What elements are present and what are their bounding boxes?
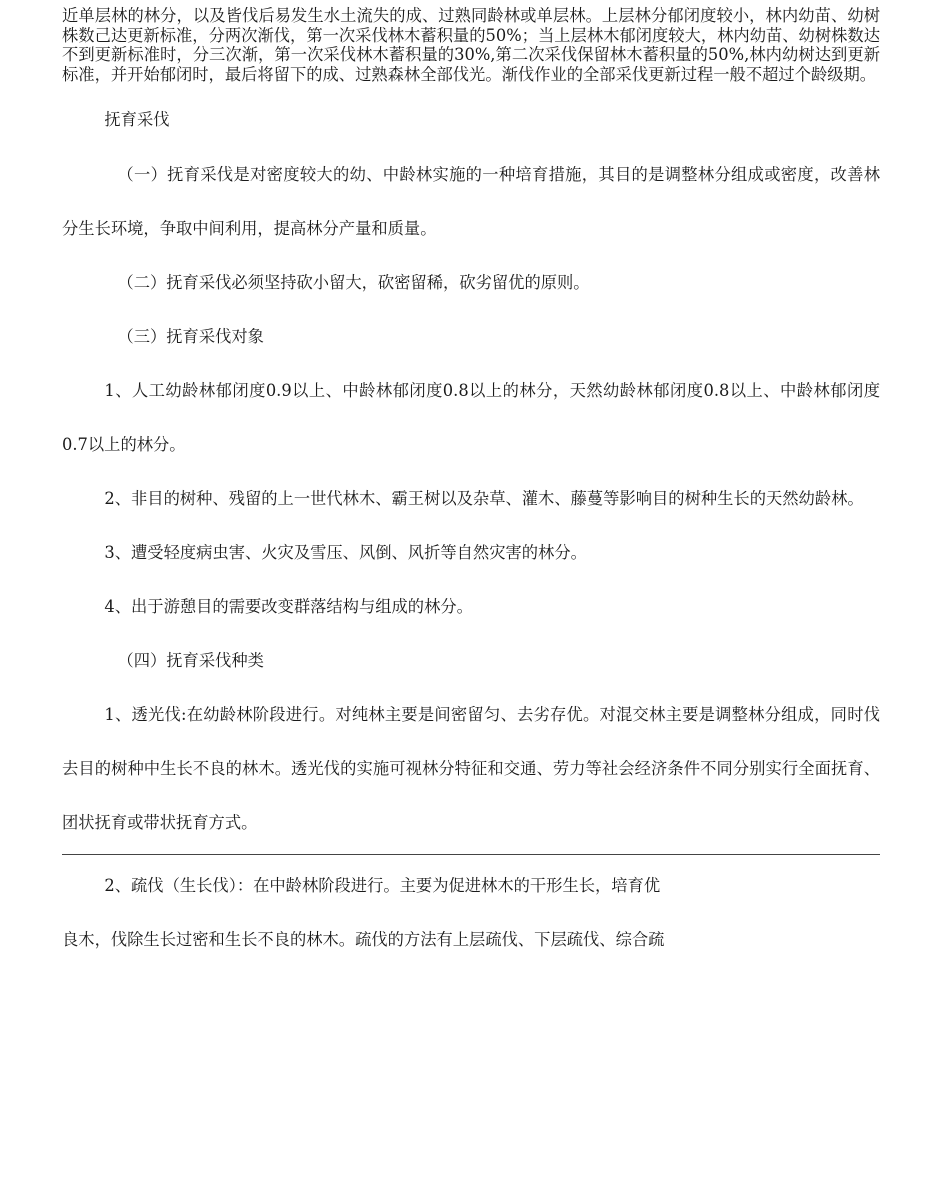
paragraph-item-6: 3、遭受轻度病虫害、火灾及雪压、风倒、风折等自然灾害的林分。: [104, 543, 587, 562]
paragraph-item-4: 1、人工幼龄林郁闭度0.9以上、中龄林郁闭度0.8以上的林分，天然幼龄林郁闭度0.8以上、中龄林郁闭度0.7以上的林分。: [62, 381, 880, 454]
document-page: [62, 0, 880, 967]
after-rule-line-1: 2、疏伐（生长伐）：在中龄林阶段进行。主要为促进林木的干形生长，培育优: [104, 876, 661, 895]
paragraph-item-5: 2、非目的树种、残留的上一世代林木、霸王树以及杂草、灌木、藤蔓等影响目的树种生长的天然幼龄林。: [104, 489, 864, 508]
paragraph-item-3: （三）抚育采伐对象: [117, 327, 264, 346]
paragraph-item-8: （四）抚育采伐种类: [117, 651, 264, 670]
lead-paragraph: 近单层林的林分，以及皆伐后易发生水土流失的成、过熟同龄林或单层林。上层林分郁闭度较小，林内幼苗、幼树株数己达更新标准，分两次渐伐，第一次采伐林木蓄积量的50%；当上层林木郁闭度较大，林内幼苗、幼树株数达不到更新标准时，分三次渐，第一次采伐林木蓄积量的30%,第二次采伐保留林木蓄积量的50%,林内幼树达到更新标准，并开始郁闭时，最后将留下的成、过熟森林全部伐光。渐伐作业的全部采伐更新过程一般不超过个龄级期。: [62, 6, 880, 84]
paragraph-item-2: （二）抚育采伐必须坚持砍小留大，砍密留稀，砍劣留优的原则。: [117, 273, 590, 292]
after-rule-line-2: 良木，伐除生长过密和生长不良的林木。疏伐的方法有上层疏伐、下层疏伐、综合疏: [62, 930, 665, 949]
page-divider: [62, 854, 880, 855]
paragraph-item-1: （一）抚育采伐是对密度较大的幼、中龄林实施的一种培育措施，其目的是调整林分组成或密度，改善林分生长环境，争取中间利用，提高林分产量和质量。: [62, 165, 880, 238]
paragraph-item-9: 1、透光伐:在幼龄林阶段进行。对纯林主要是间密留匀、去劣存优。对混交林主要是调整林分组成，同时伐去目的树种中生长不良的林木。透光伐的实施可视林分特征和交通、劳力等社会经济条件不同分别实行全面抚育、团状抚育或带状抚育方式。: [62, 705, 880, 832]
section-heading: 抚育采伐: [104, 110, 170, 129]
paragraph-item-7: 4、出于游憩目的需要改变群落结构与组成的林分。: [104, 597, 473, 616]
